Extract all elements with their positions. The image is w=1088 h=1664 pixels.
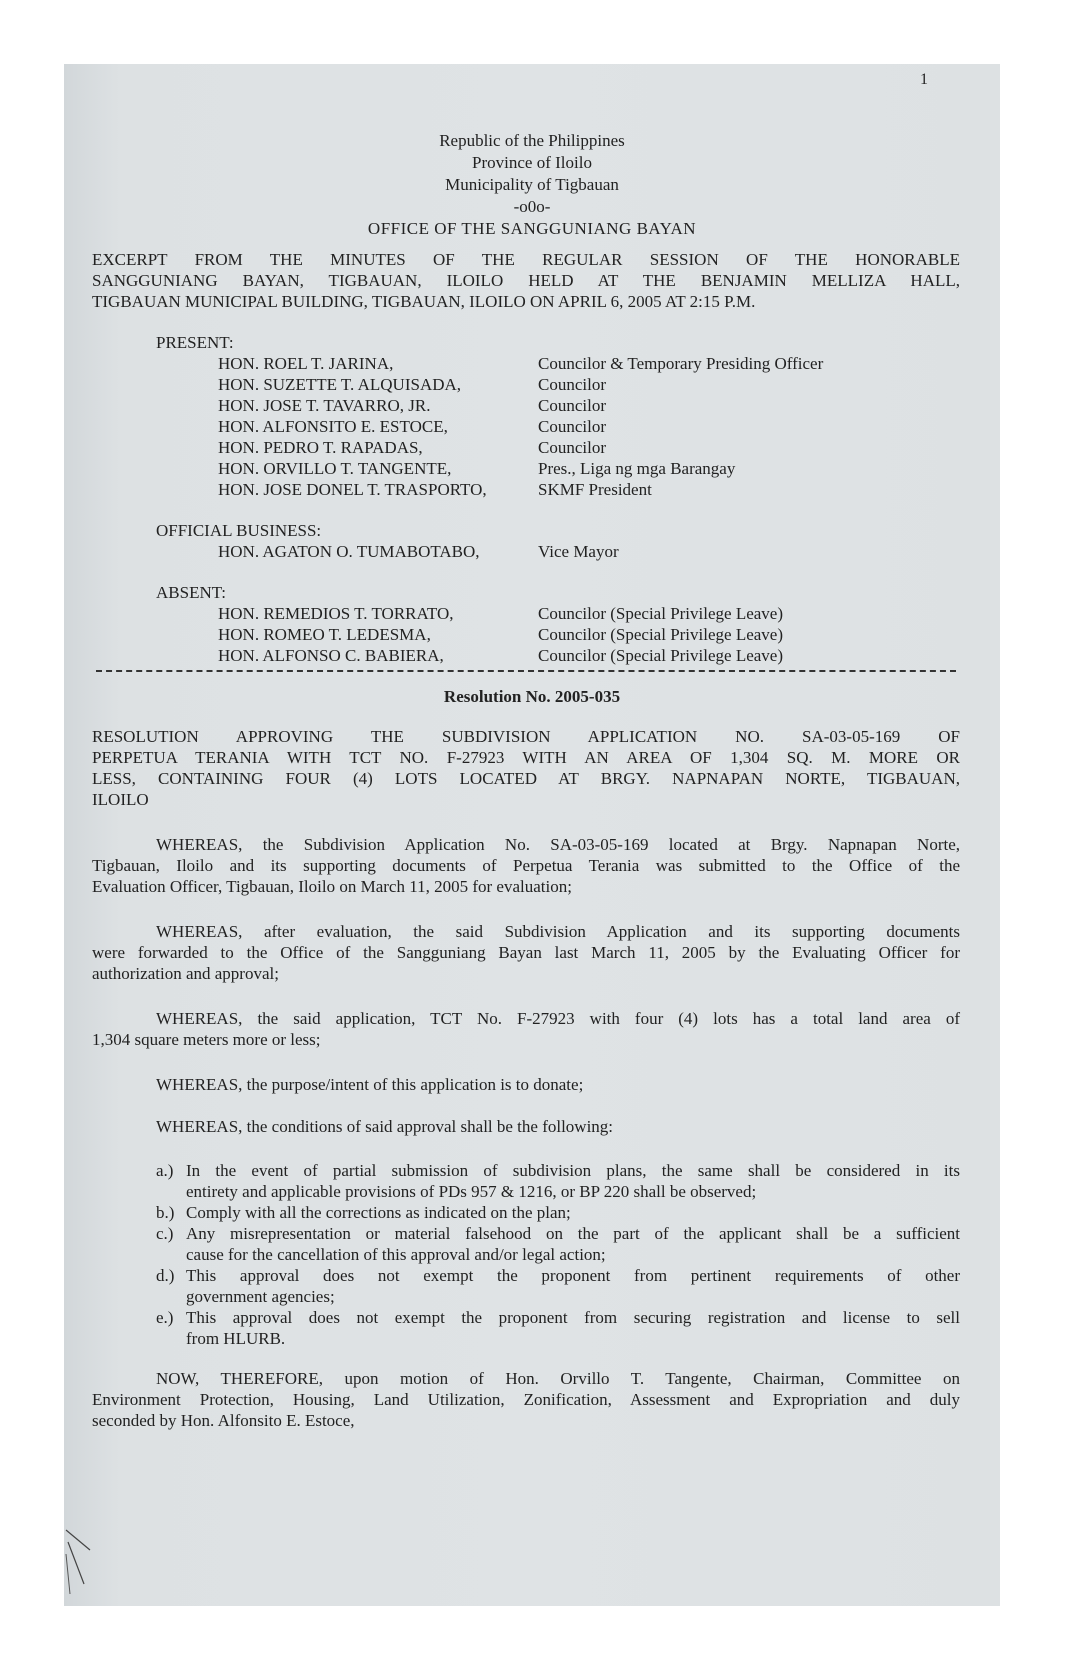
present-role: SKMF President <box>538 480 652 499</box>
present-label: PRESENT: <box>156 333 234 352</box>
whereas-line: WHEREAS, after evaluation, the said Subdivision Application and its supporting documents <box>156 922 960 941</box>
excerpt-line-2: SANGGUNIANG BAYAN, TIGBAUAN, ILOILO HELD AT THE BENJAMIN MELLIZA HALL, <box>92 271 960 290</box>
condition-letter: d.) <box>156 1266 175 1285</box>
whereas-line: Evaluation Officer, Tigbauan, Iloilo on March 11, 2005 for evaluation; <box>92 877 572 896</box>
now-therefore-line: seconded by Hon. Alfonsito E. Estoce, <box>92 1411 355 1430</box>
absent-name: HON. ROMEO T. LEDESMA, <box>218 625 431 644</box>
page-number: 1 <box>920 71 928 88</box>
absent-role: Councilor (Special Privilege Leave) <box>538 625 783 644</box>
official-business-name: HON. AGATON O. TUMABOTABO, <box>218 542 480 561</box>
present-name: HON. PEDRO T. RAPADAS, <box>218 438 423 457</box>
resolution-title-line-1: RESOLUTION APPROVING THE SUBDIVISION APPLICATION NO. SA-03-05-169 OF <box>92 727 960 746</box>
condition-letter: a.) <box>156 1161 174 1180</box>
whereas-line: Tigbauan, Iloilo and its supporting documents of Perpetua Terania was submitted to the Office of the <box>92 856 960 875</box>
condition-text: government agencies; <box>186 1287 335 1306</box>
condition-text: Comply with all the corrections as indicated on the plan; <box>186 1203 571 1222</box>
condition-letter: e.) <box>156 1308 174 1327</box>
resolution-title-line-3: LESS, CONTAINING FOUR (4) LOTS LOCATED AT BRGY. NAPNAPAN NORTE, TIGBAUAN, <box>92 769 960 788</box>
now-therefore-line: NOW, THEREFORE, upon motion of Hon. Orvillo T. Tangente, Chairman, Committee on <box>156 1369 960 1388</box>
present-role: Councilor & Temporary Presiding Officer <box>538 354 824 373</box>
present-name: HON. ALFONSITO E. ESTOCE, <box>218 417 448 436</box>
condition-text: This approval does not exempt the proponent from pertinent requirements of other <box>186 1266 960 1285</box>
condition-text: cause for the cancellation of this approval and/or legal action; <box>186 1245 606 1264</box>
whereas-line: authorization and approval; <box>92 964 279 983</box>
present-role: Councilor <box>538 438 606 457</box>
condition-text: In the event of partial submission of subdivision plans, the same shall be considered in its <box>186 1161 960 1180</box>
present-name: HON. ORVILLO T. TANGENTE, <box>218 459 452 478</box>
resolution-number: Resolution No. 2005-035 <box>443 687 621 706</box>
official-business-label: OFFICIAL BUSINESS: <box>156 521 322 540</box>
margin-pen-marks <box>64 1524 104 1604</box>
whereas-line: WHEREAS, the purpose/intent of this application is to donate; <box>156 1075 584 1094</box>
present-name: HON. JOSE DONEL T. TRASPORTO, <box>218 480 487 499</box>
whereas-line: 1,304 square meters more or less; <box>92 1030 321 1049</box>
condition-text: Any misrepresentation or material falsehood on the part of the applicant shall be a sufficient <box>186 1224 960 1243</box>
document-header <box>64 130 1000 240</box>
present-name: HON. ROEL T. JARINA, <box>218 354 394 373</box>
present-role: Councilor <box>538 396 606 415</box>
present-role: Councilor <box>538 375 606 394</box>
official-business-role: Vice Mayor <box>538 542 619 561</box>
condition-letter: b.) <box>156 1203 175 1222</box>
present-name: HON. JOSE T. TAVARRO, JR. <box>218 396 431 415</box>
absent-role: Councilor (Special Privilege Leave) <box>538 604 783 623</box>
present-name: HON. SUZETTE T. ALQUISADA, <box>218 375 462 394</box>
absent-label: ABSENT: <box>156 583 226 602</box>
present-role: Pres., Liga ng mga Barangay <box>538 459 736 478</box>
absent-role: Councilor (Special Privilege Leave) <box>538 646 783 665</box>
present-role: Councilor <box>538 417 606 436</box>
document-page <box>64 64 1000 1606</box>
header-municipality: Municipality of Tigbauan <box>445 175 619 194</box>
condition-letter: c.) <box>156 1224 174 1243</box>
now-therefore-line: Environment Protection, Housing, Land Utilization, Zonification, Assessment and Expropriation and duly <box>92 1390 960 1409</box>
whereas-line: were forwarded to the Office of the Sangguniang Bayan last March 11, 2005 by the Evaluating Officer for <box>92 943 960 962</box>
condition-text: entirety and applicable provisions of PDs 957 & 1216, or BP 220 shall be observed; <box>186 1182 757 1201</box>
absent-name: HON. REMEDIOS T. TORRATO, <box>218 604 454 623</box>
header-office: OFFICE OF THE SANGGUNIANG BAYAN <box>367 219 697 238</box>
header-province: Province of Iloilo <box>472 153 592 172</box>
absent-name: HON. ALFONSO C. BABIERA, <box>218 646 444 665</box>
excerpt-line-1: EXCERPT FROM THE MINUTES OF THE REGULAR SESSION OF THE HONORABLE <box>92 250 960 269</box>
header-republic: Republic of the Philippines <box>439 131 625 150</box>
whereas-line: WHEREAS, the conditions of said approval shall be the following: <box>156 1117 614 1136</box>
resolution-title-line-4: ILOILO <box>92 790 149 809</box>
condition-text: from HLURB. <box>186 1329 286 1348</box>
header-separator: -o0o- <box>513 197 551 216</box>
whereas-line: WHEREAS, the Subdivision Application No. SA-03-05-169 located at Brgy. Napnapan Norte, <box>156 835 960 854</box>
whereas-line: WHEREAS, the said application, TCT No. F-27923 with four (4) lots has a total land area of <box>156 1009 960 1028</box>
excerpt-line-3: TIGBAUAN MUNICIPAL BUILDING, TIGBAUAN, ILOILO ON APRIL 6, 2005 AT 2:15 P.M. <box>92 292 756 311</box>
dashed-divider <box>96 670 956 672</box>
resolution-title-line-2: PERPETUA TERANIA WITH TCT NO. F-27923 WITH AN AREA OF 1,304 SQ. M. MORE OR <box>92 748 960 767</box>
condition-text: This approval does not exempt the proponent from securing registration and license to sell <box>186 1308 960 1327</box>
